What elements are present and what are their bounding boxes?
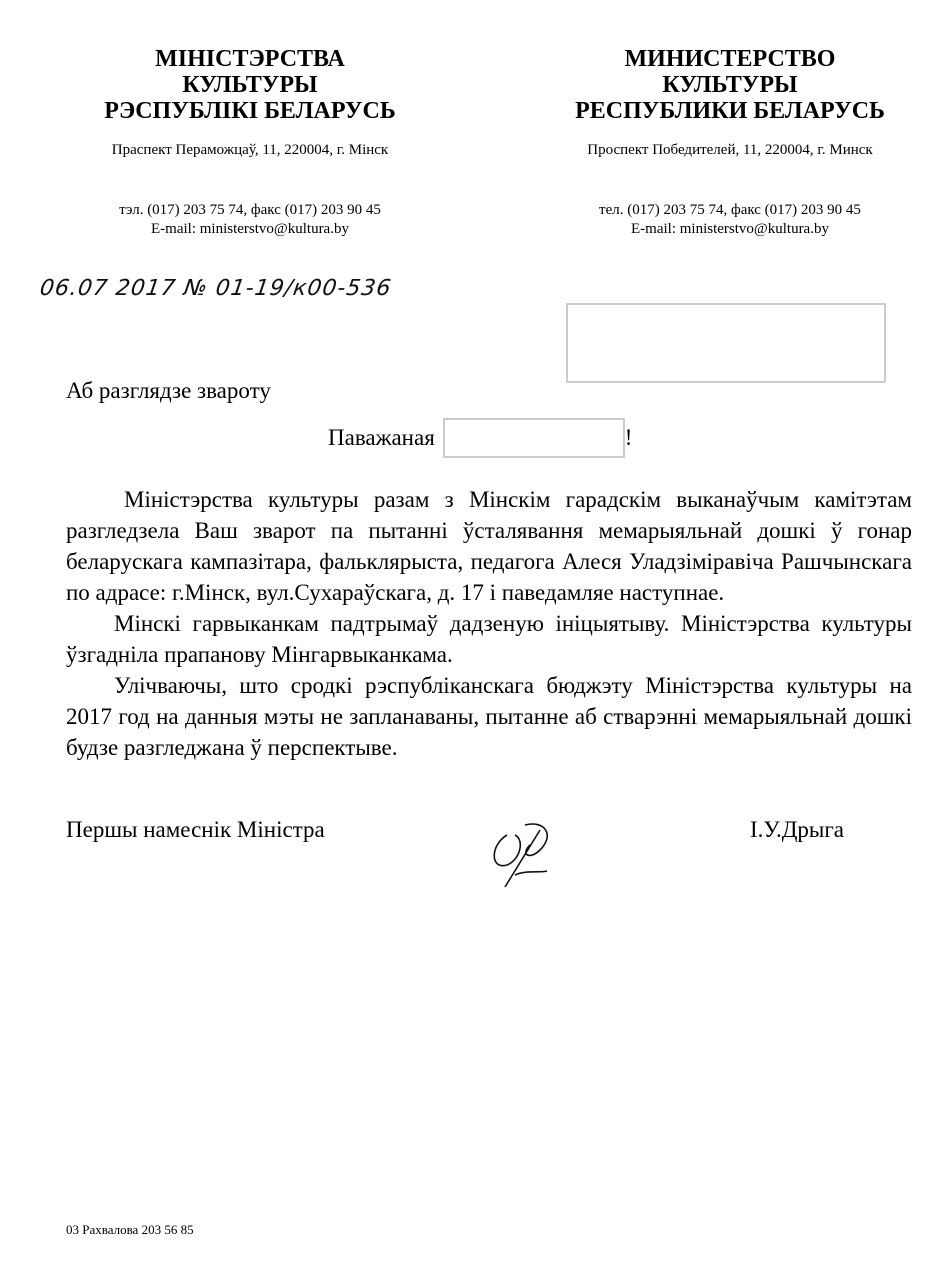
title-line: РЭСПУБЛІКІ БЕЛАРУСЬ [104, 98, 396, 124]
title-line: МІНІСТЭРСТВА [155, 46, 345, 72]
footer-contact: 03 Рахвалова 203 56 85 [66, 1222, 194, 1237]
redacted-name-box [443, 418, 625, 458]
email: E-mail: ministerstvo@kultura.by [151, 221, 349, 237]
salutation [328, 418, 632, 458]
paragraph: Міністэрства культуры разам з Мінскім гарадскім выканаўчым камітэтам разгледзела Ваш зварот па пытанні ўсталявання мемарыяльнай дошкі ў гонар беларускага кампазітара, фальклярыста, педагога Алеся Уладзіміравіча Рашчынскага по адрасе: г.Мінск, вул.Сухараўскага, д. 17 і паведамляе наступнае. [66, 487, 912, 605]
title-line: РЕСПУБЛИКИ БЕЛАРУСЬ [575, 98, 885, 124]
letter-body [66, 484, 912, 763]
paragraph: Мінскі гарвыканкам падтрымаў дадзеную ініцыятыву. Міністэрства культуры ўзгадніла прапанову Мінгарвыканкама. [66, 611, 912, 667]
salutation-text: Паважаная [328, 425, 435, 450]
phone: тел. (017) 203 75 74, факс (017) 203 90 45 [599, 202, 861, 218]
letterhead-ru-title [540, 46, 920, 124]
signer-title: Першы намеснік Міністра [66, 817, 325, 842]
title-line: КУЛЬТУРЫ [662, 72, 798, 98]
signer-name: І.У.Дрыга [750, 817, 844, 842]
letterhead-by-contacts [60, 201, 440, 239]
handwritten-reg-number: 06.07 2017 № 01-19/к00-536 [38, 276, 394, 301]
redacted-recipient-box [566, 303, 886, 383]
title-line: МИНИСТЕРСТВО [624, 46, 836, 72]
letterhead-ru-address: Проспект Победителей, 11, 220004, г. Минск [587, 142, 873, 158]
title-line: КУЛЬТУРЫ [182, 72, 318, 98]
letterhead-by-address: Праспект Пераможцаў, 11, 220004, г. Мінск [111, 142, 389, 158]
paragraph: Улічваючы, што сродкі рэспубліканскага бюджэту Міністэрства культуры на 2017 год на данныя мэты не запланаваны, пытанне аб стварэнні мемарыяльнай дошкі будзе разгледжана ў перспектыве. [66, 673, 912, 760]
letterhead-ru-contacts [540, 201, 920, 239]
subject: Аб разглядзе звароту [66, 378, 271, 403]
letterhead-by-title [60, 46, 440, 124]
signature-icon [485, 815, 565, 890]
salutation-end: ! [624, 425, 633, 450]
phone: тэл. (017) 203 75 74, факс (017) 203 90 45 [119, 202, 381, 218]
email: E-mail: ministerstvo@kultura.by [631, 221, 829, 237]
